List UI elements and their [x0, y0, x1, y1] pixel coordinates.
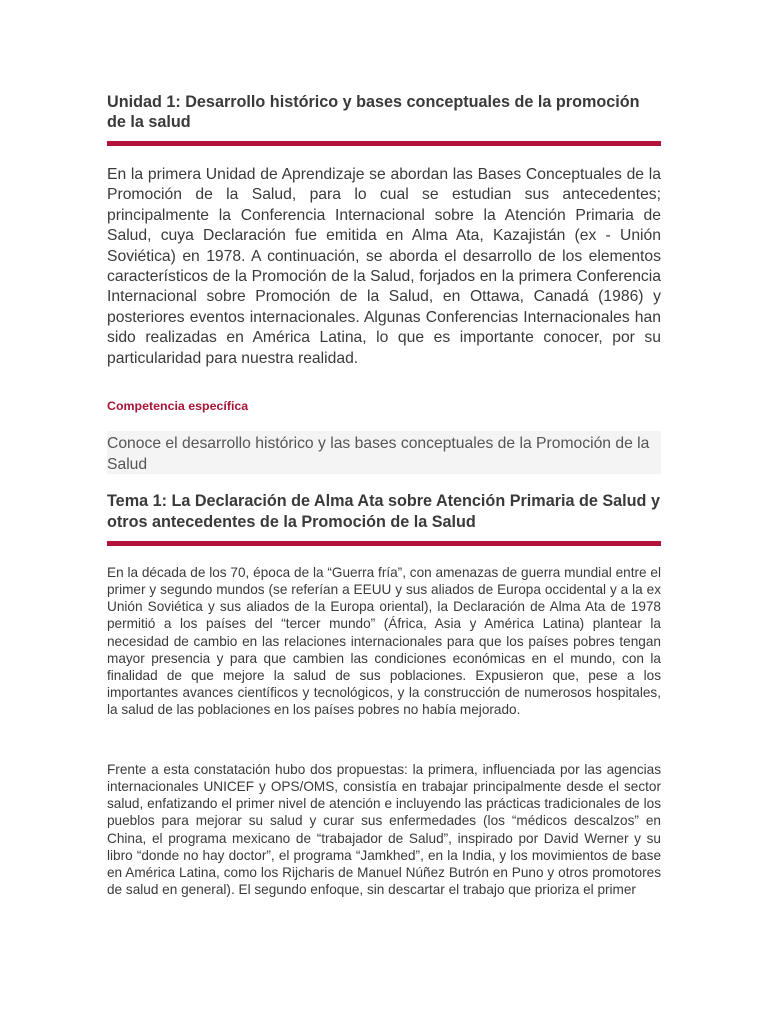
- competencia-box: [107, 431, 661, 474]
- body-paragraph: En la década de los 70, época de la “Guerra fría”, con amenazas de guerra mundial entre el primer y segundo mundos (se referían a EEUU y sus aliados de Europa occidental y a la ex Unión Soviética y sus aliados de la Europa oriental), la Declaración de Alma Ata de 1978 permitió a los países del “tercer mundo” (África, Asia y América Latina) plantear la necesidad de cambio en las relaciones internacionales para que los países pobres tengan mayor presencia y para que cambien las condiciones económicas en el mundo, con la finalidad de que mejore la salud de sus poblaciones. Expusieron que, pese a los importantes avances científicos y tecnológicos, y la construcción de numerosos hospitales, la salud de las poblaciones en los países pobres no había mejorado.: [107, 565, 661, 718]
- section-divider: [107, 141, 661, 146]
- section-divider: [107, 541, 661, 546]
- body-paragraph: Frente a esta constatación hubo dos propuestas: la primera, influenciada por las agencias internacionales UNICEF y OPS/OMS, consistía en trabajar principalmente desde el sector salud, enfatizando el primer nivel de atención e incluyendo las prácticas tradicionales de los pueblos para mejorar su salud y curar sus enfermedades (los “médicos descalzos” en China, el programa mexicano de “trabajador de Salud”, inspirado por David Werner y su libro “donde no hay doctor”, el programa “Jamkhed”, en la India, y los movimientos de base en América Latina, como los Rijcharis de Manuel Núñez Butrón en Puno y otros promotores de salud en general). El segundo enfoque, sin descartar el trabajo que prioriza el primer: [107, 762, 661, 898]
- competencia-label: Competencia específica: [107, 399, 249, 413]
- unit-intro-paragraph: En la primera Unidad de Aprendizaje se abordan las Bases Conceptuales de la Promoción de la Salud, para lo cual se estudian sus antecedentes; principalmente la Conferencia Internacional sobre la Atención Primaria de Salud, cuya Declaración fue emitida en Alma Ata, Kazajistán (ex - Unión Soviética) en 1978. A continuación, se aborda el desarrollo de los elementos característicos de la Promoción de la Salud, forjados en la primera Conferencia Internacional sobre Promoción de la Salud, en Ottawa, Canadá (1986) y posteriores eventos internacionales. Algunas Conferencias Internacionales han sido realizadas en América Latina, lo que es importante conocer, por su particularidad para nuestra realidad.: [107, 166, 661, 367]
- competencia-text: Conoce el desarrollo histórico y las bases conceptuales de la Promoción de la Salud: [107, 435, 650, 473]
- unit-title: Unidad 1: Desarrollo histórico y bases conceptuales de la promoción de la salud: [107, 93, 640, 131]
- tema-title: Tema 1: La Declaración de Alma Ata sobre Atención Primaria de Salud y otros antecedentes de la Promoción de la Salud: [107, 492, 660, 531]
